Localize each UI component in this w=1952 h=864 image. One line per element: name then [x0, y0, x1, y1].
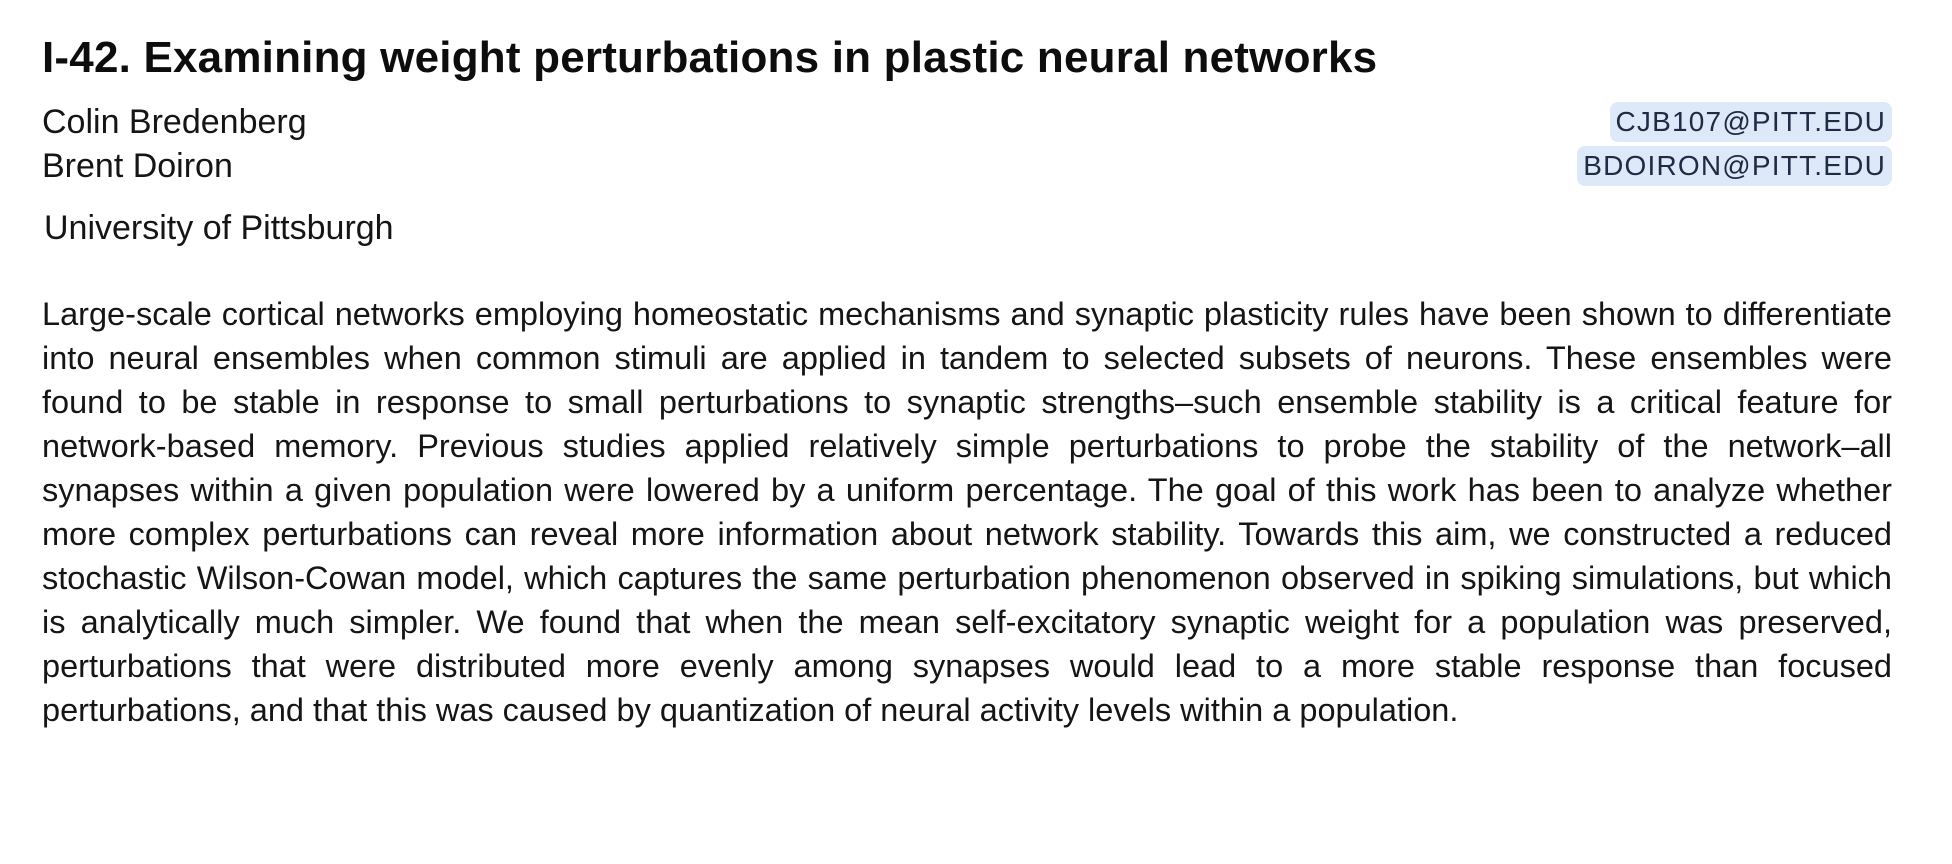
- author-email-link[interactable]: BDOIRON@PITT.EDU: [1577, 146, 1892, 186]
- author-name: Colin Bredenberg: [42, 103, 307, 141]
- author-name: Brent Doiron: [42, 147, 233, 185]
- paper-page: [42, 28, 1892, 765]
- abstract-text: Large-scale cortical networks employing homeostatic mechanisms and synaptic plasticity rules have been shown to differentiate into neural ensembles when common stimuli are applied in tandem to selected subsets of neurons. These ensembles were found to be stable in response to small perturbations to synaptic strengths–such ensemble stability is a critical feature for network-based memory. Previous studies applied relatively simple perturbations to probe the stability of the network–all synapses within a given population were lowered by a uniform percentage. The goal of this work has been to analyze whether more complex perturbations can reveal more information about network stability. Towards this aim, we constructed a reduced stochastic Wilson-Cowan model, which captures the same perturbation phenomenon observed in spiking simulations, but which is analytically much simpler. We found that when the mean self-excitatory synaptic weight for a population was preserved, perturbations that were distributed more evenly among synapses would lead to a more stable response than focused perturbations, and that this was caused by quantization of neural activity levels within a population.: [42, 296, 1892, 728]
- author-list: [42, 100, 1892, 192]
- author-row: [42, 100, 1892, 144]
- affiliation: University of Pittsburgh: [44, 209, 394, 247]
- author-row: [42, 144, 1892, 188]
- author-email-link[interactable]: CJB107@PITT.EDU: [1610, 102, 1893, 142]
- paper-title: I-42. Examining weight perturbations in plastic neural networks: [42, 33, 1378, 82]
